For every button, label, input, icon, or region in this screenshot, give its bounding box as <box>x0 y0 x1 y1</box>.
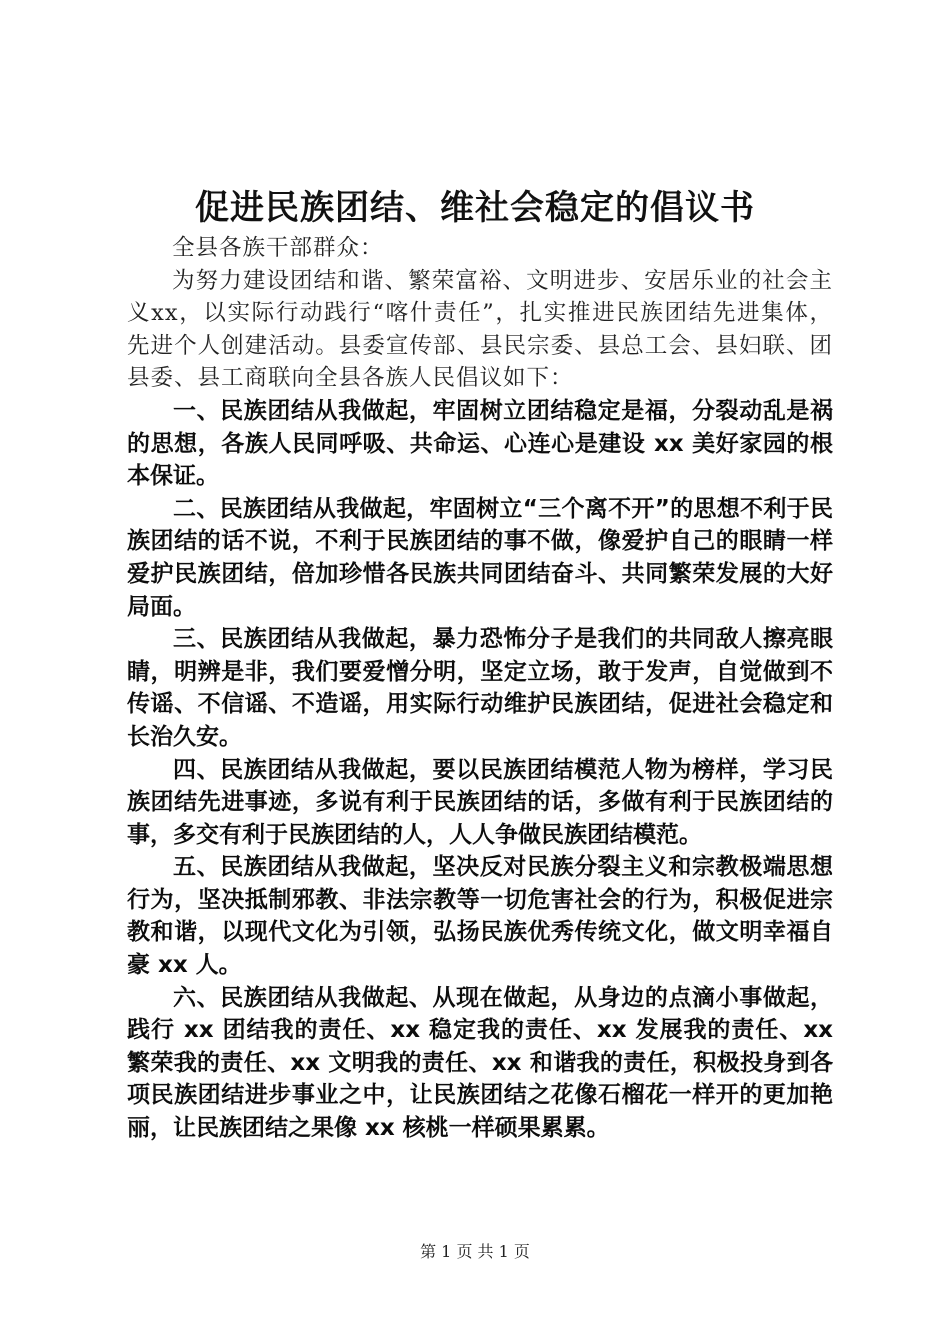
intro-paragraph: 为努力建设团结和谐、繁荣富裕、文明进步、安居乐业的社会主义xx，以实际行动践行“喀什责任”，扎实推进民族团结先进集体，先进个人创建活动。县委宣传部、县民宗委、县总工会、县妇联、团县委、县工商联向全县各族人民倡议如下： <box>127 267 833 392</box>
proposal-item-6: 六、民族团结从我做起、从现在做起，从身边的点滴小事做起，践行 xx 团结我的责任、xx 稳定我的责任、xx 发展我的责任、xx 繁荣我的责任、xx 文明我的责任、xx 和谐我的责任，积极投身到各项民族团结进步事业之中，让民族团结之花像石榴花一样开的更加艳丽，让民族团结之果像 xx 核桃一样硕果累累。 <box>127 984 833 1142</box>
proposal-item-1: 一、民族团结从我做起，牢固树立团结稳定是福，分裂动乱是祸的思想，各族人民同呼吸、共命运、心连心是建设 xx 美好家园的根本保证。 <box>127 397 833 490</box>
salutation: 全县各族干部群众： <box>172 235 384 261</box>
document-title: 促进民族团结、维社会稳定的倡议书 <box>195 188 755 228</box>
proposal-item-3: 三、民族团结从我做起，暴力恐怖分子是我们的共同敌人擦亮眼睛，明辨是非，我们要爱憎分明，坚定立场，敢于发声，自觉做到不传谣、不信谣、不造谣，用实际行动维护民族团结，促进社会稳定和长治久安。 <box>127 626 833 750</box>
proposal-item-2: 二、民族团结从我做起，牢固树立“三个离不开”的思想不利于民族团结的话不说，不利于民族团结的事不做，像爱护自己的眼睛一样爱护民族团结，倍加珍惜各民族共同团结奋斗、共同繁荣发展的大好局面。 <box>127 495 833 620</box>
document-body <box>127 232 833 1145</box>
proposal-item-5: 五、民族团结从我做起，坚决反对民族分裂主义和宗教极端思想行为，坚决抵制邪教、非法宗教等一切危害社会的行为，积极促进宗教和谐，以现代文化为引领，弘扬民族优秀传统文化，做文明幸福自豪 xx 人。 <box>127 854 833 979</box>
proposal-item-4: 四、民族团结从我做起，要以民族团结模范人物为榜样，学习民族团结先进事迹，多说有利于民族团结的话，多做有利于民族团结的事，多交有利于民族团结的人，人人争做民族团结模范。 <box>127 756 833 848</box>
page-footer: 第 1 页 共 1 页 <box>420 1242 530 1261</box>
